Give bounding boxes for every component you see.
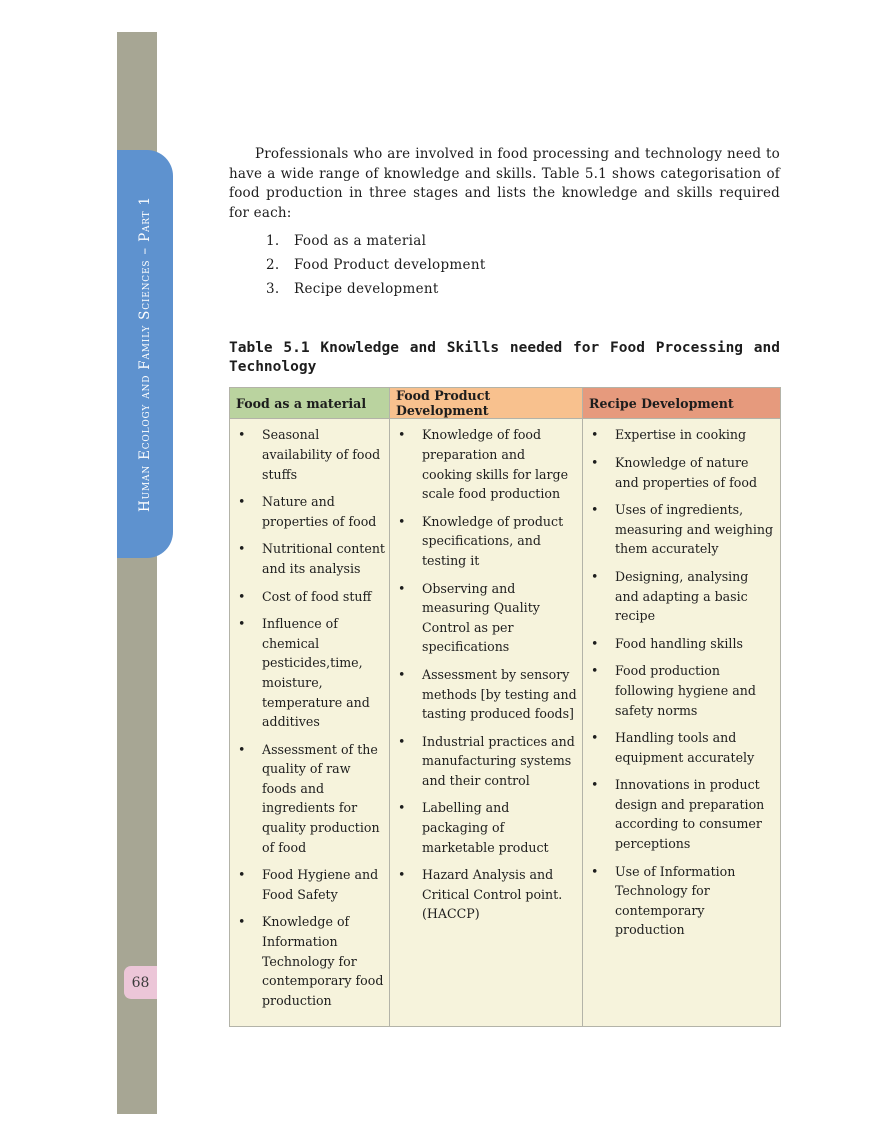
- list-item-text: Cost of food stuff: [262, 588, 372, 604]
- stage-list: [229, 229, 780, 301]
- list-number: 3.: [266, 281, 280, 298]
- book-title: Human Ecology and Family Sciences – Part 1: [137, 196, 153, 512]
- list-item: [589, 775, 776, 853]
- page-number: 68: [124, 966, 157, 999]
- list-item: [236, 614, 385, 732]
- list-item-text: Observing and measuring Quality Control as per specifications: [422, 580, 540, 655]
- bullet-icon: •: [591, 568, 599, 584]
- list-text: Recipe development: [294, 281, 439, 298]
- page-content: [229, 145, 780, 1027]
- bullet-list: [236, 425, 385, 1010]
- bullet-icon: •: [591, 427, 599, 443]
- list-item: [236, 912, 385, 1010]
- skills-table: [229, 387, 781, 1027]
- list-item: [396, 798, 578, 857]
- table-cell-recipe-development: [583, 419, 781, 1027]
- list-item-text: Food handling skills: [615, 635, 743, 651]
- bullet-icon: •: [238, 741, 246, 757]
- list-item: [589, 862, 776, 940]
- bullet-icon: •: [398, 427, 406, 443]
- list-number: 1.: [266, 233, 280, 250]
- bullet-icon: •: [591, 454, 599, 470]
- bullet-icon: •: [398, 733, 406, 749]
- bullet-icon: •: [238, 616, 246, 632]
- list-item: [589, 425, 776, 445]
- list-number: 2.: [266, 257, 280, 274]
- list-item: [396, 865, 578, 924]
- bullet-icon: •: [238, 867, 246, 883]
- list-text: Food as a material: [294, 233, 427, 250]
- list-item-text: Labelling and packaging of marketable product: [422, 800, 549, 855]
- bullet-icon: •: [591, 663, 599, 679]
- list-item-text: Knowledge of Information Technology for contemporary food production: [262, 914, 384, 1008]
- list-item-text: Food production following hygiene and safety norms: [615, 663, 756, 718]
- list-item: [396, 665, 578, 724]
- list-item: [396, 425, 578, 503]
- intro-paragraph: Professionals who are involved in food processing and technology need to have a wide range of knowledge and skills. Table 5.1 shows categorisation of food production in three stages and lists the knowledge and skills required for each:: [229, 146, 780, 221]
- list-item-text: Nature and properties of food: [262, 494, 377, 529]
- list-item-text: Uses of ingredients, measuring and weighing them accurately: [615, 502, 774, 557]
- bullet-icon: •: [398, 513, 406, 529]
- bullet-list: [589, 425, 776, 940]
- bullet-icon: •: [591, 777, 599, 793]
- list-item: [266, 229, 780, 253]
- list-item: [396, 732, 578, 791]
- bullet-icon: •: [398, 867, 406, 883]
- table-cell-food-material: [230, 419, 390, 1027]
- list-item-text: Influence of chemical pesticides,time, moisture, temperature and additives: [262, 616, 370, 730]
- list-item: [589, 728, 776, 767]
- list-item: [266, 277, 780, 301]
- list-item: [589, 634, 776, 654]
- list-item: [396, 579, 578, 657]
- table-caption: Table 5.1 Knowledge and Skills needed for Food Processing and Technology: [229, 340, 780, 376]
- list-item-text: Use of Information Technology for contemporary production: [615, 863, 736, 938]
- bullet-icon: •: [591, 730, 599, 746]
- bullet-icon: •: [398, 580, 406, 596]
- table-cell-product-development: [390, 419, 583, 1027]
- bullet-icon: •: [398, 666, 406, 682]
- list-item-text: Handling tools and equipment accurately: [615, 730, 755, 765]
- list-item: [589, 567, 776, 626]
- column-header-food-material: Food as a material: [230, 388, 390, 419]
- list-item: [589, 661, 776, 720]
- list-item-text: Expertise in cooking: [615, 427, 747, 443]
- list-item-text: Designing, analysing and adapting a basic recipe: [615, 568, 749, 624]
- list-item-text: Knowledge of product specifications, and testing it: [422, 513, 564, 568]
- list-item-text: Knowledge of nature and properties of food: [615, 454, 758, 490]
- list-item-text: Knowledge of food preparation and cooking skills for large scale food production: [422, 427, 569, 502]
- bullet-icon: •: [238, 494, 246, 510]
- list-item: [236, 425, 385, 484]
- bullet-icon: •: [591, 635, 599, 651]
- list-item: [589, 453, 776, 492]
- column-header-recipe-development: Recipe Development: [583, 388, 781, 419]
- list-item: [589, 500, 776, 559]
- table-row: [230, 419, 781, 1027]
- bullet-icon: •: [238, 588, 246, 604]
- list-item: [236, 740, 385, 858]
- list-item-text: Nutritional content and its analysis: [262, 541, 385, 576]
- list-item-text: Innovations in product design and preparation according to consumer perceptions: [615, 777, 765, 852]
- list-item: [236, 587, 385, 607]
- bullet-icon: •: [238, 541, 246, 557]
- list-item-text: Food Hygiene and Food Safety: [262, 867, 379, 902]
- list-item-text: Seasonal availability of food stuffs: [262, 427, 381, 482]
- bullet-icon: •: [398, 800, 406, 816]
- list-item: [266, 253, 780, 277]
- table-header-row: [230, 388, 781, 419]
- list-item: [236, 865, 385, 904]
- list-item: [236, 492, 385, 531]
- bullet-icon: •: [591, 863, 599, 879]
- column-header-product-development: Food Product Development: [390, 388, 583, 419]
- list-item: [236, 539, 385, 578]
- list-item-text: Industrial practices and manufacturing systems and their control: [422, 733, 575, 788]
- bullet-icon: •: [238, 914, 246, 930]
- list-item: [396, 512, 578, 571]
- list-item-text: Hazard Analysis and Critical Control point. (HACCP): [422, 867, 563, 922]
- bullet-icon: •: [238, 427, 246, 443]
- list-item-text: Assessment by sensory methods [by testing and tasting produced foods]: [422, 666, 577, 722]
- bullet-icon: •: [591, 502, 599, 518]
- list-text: Food Product development: [294, 257, 486, 274]
- list-item-text: Assessment of the quality of raw foods and ingredients for quality production of food: [262, 741, 380, 855]
- bullet-list: [396, 425, 578, 924]
